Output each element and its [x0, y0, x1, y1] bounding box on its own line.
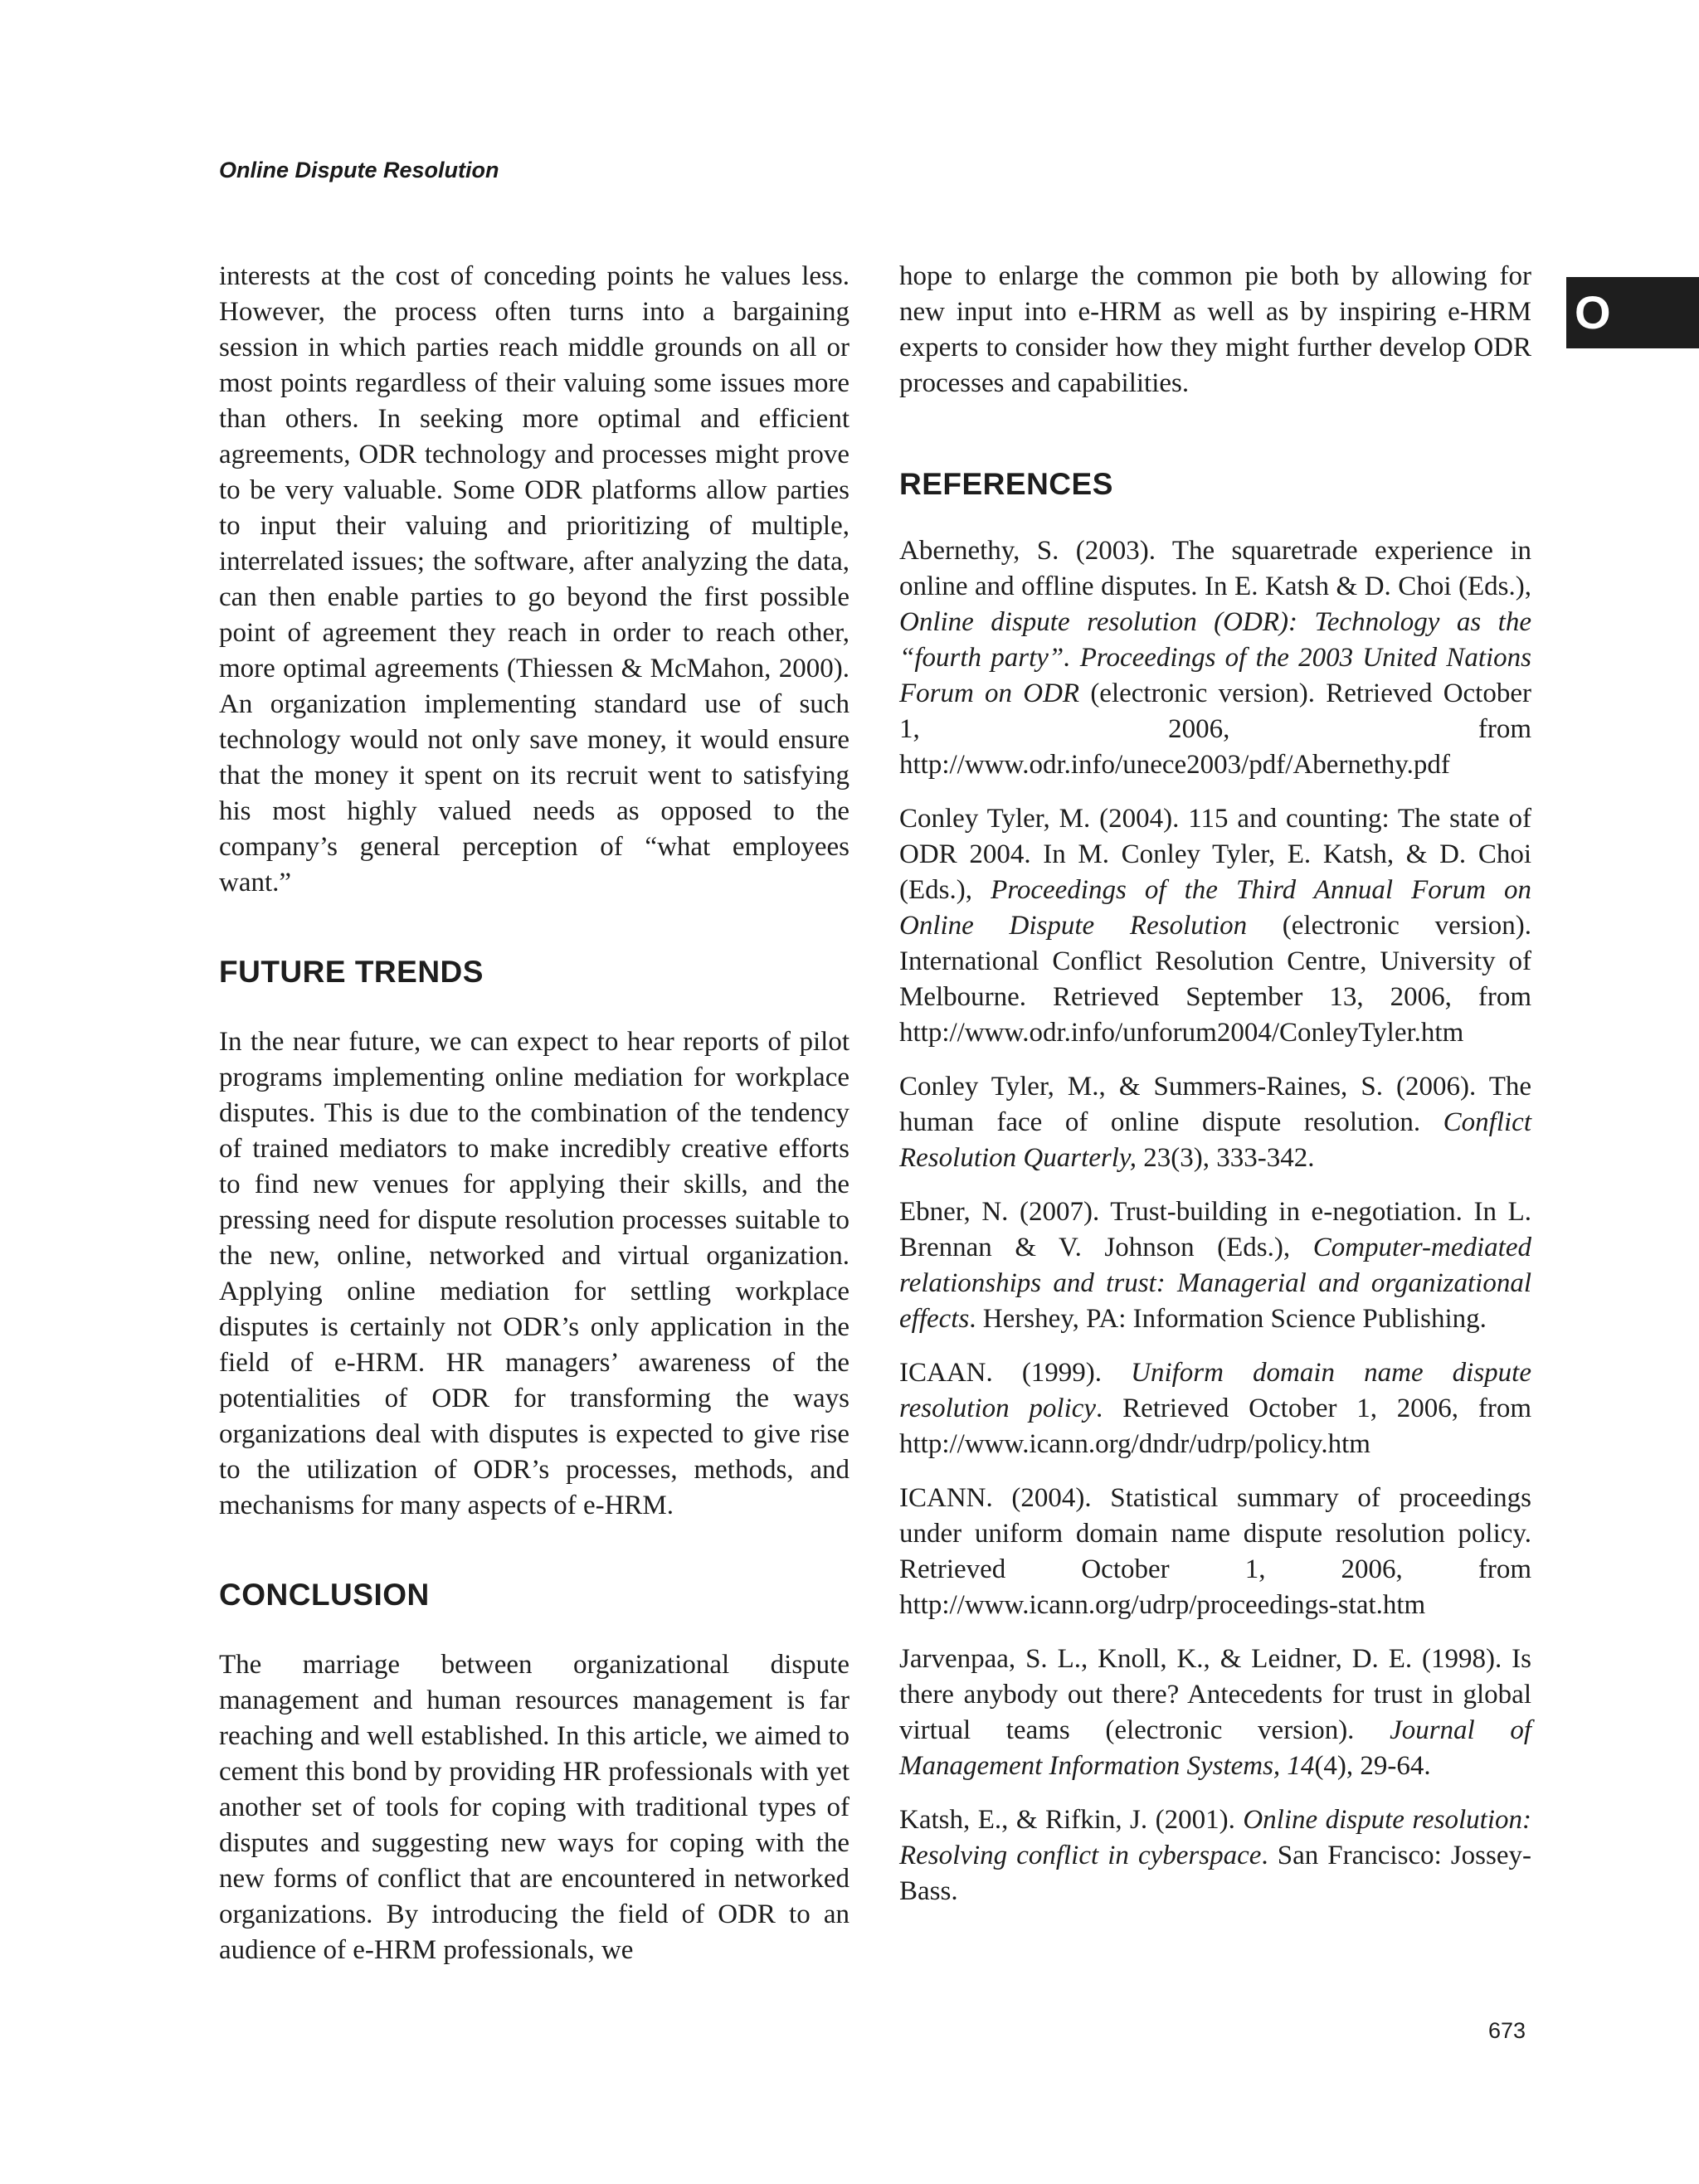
conclusion-heading: CONCLUSION — [219, 1578, 430, 1612]
reference-title: Computer-mediated relationships and trust: Managerial and organizational effects — [899, 1233, 1531, 1334]
reference-entry — [899, 801, 1531, 1051]
reference-text: Ebner, N. (2007). Trust-building in e-negotiation. In L. Brennan & V. Johnson (Eds.), — [899, 1197, 1531, 1262]
reference-entry — [899, 533, 1531, 783]
reference-text: Abernethy, S. (2003). The squaretrade experience in online and offline disputes. In E. Katsh & D. Choi (Eds.), — [899, 536, 1531, 601]
references-heading: REFERENCES — [899, 467, 1113, 501]
reference-text: Jarvenpaa, S. L., Knoll, K., & Leidner, D. E. (1998). Is there anybody out there? Antecedents for trust in global virtual teams (electronic version). — [899, 1644, 1531, 1745]
reference-title: Online dispute resolution (ODR): Technology as the “fourth party”. Proceedings of the 2003 United Nations Forum on ODR — [899, 607, 1531, 708]
reference-entry — [899, 1802, 1531, 1909]
intro-paragraph: interests at the cost of conceding points he values less. However, the process often turns into a bargaining session in which parties reach middle grounds on all or most points regardless of their valuing some issues more than others. In seeking more optimal and efficient agreements, ODR technology and processes might prove to be very valuable. Some ODR platforms allow parties to input their valuing and prioritizing of multiple, interrelated issues; the software, after analyzing the data, can then enable parties to go beyond the first possible point of agreement they reach in order to reach other, more optimal agreements (Thiessen & McMahon, 2000). An organization implementing standard use of such technology would not only save money, it would ensure that the money it spent on its recruit went to satisfying his most highly valued needs as opposed to the company’s general perception of “what employees want.” — [219, 261, 850, 897]
reference-text: . Retrieved October 1, 2006, from http://www.icann.org/dndr/udrp/policy.htm — [899, 1394, 1531, 1459]
reference-text: (4), 29-64. — [1314, 1751, 1431, 1781]
reference-text: ICANN. (2004). Statistical summary of proceedings under uniform domain name dispute resolution policy. Retrieved October 1, 2006, from http://www.icann.org/udrp/proceedings-stat.htm — [899, 1483, 1531, 1620]
reference-text: ICAAN. (1999). — [899, 1358, 1132, 1388]
reference-text: Katsh, E., & Rifkin, J. (2001). — [899, 1805, 1244, 1835]
running-head-title: Online Dispute Resolution — [219, 158, 499, 182]
reference-text: 23(3), 333-342. — [1136, 1143, 1315, 1173]
conclusion-continuation-paragraph: hope to enlarge the common pie both by allowing for new input into e-HRM as well as by inspiring e-HRM experts to consider how they might further develop ODR processes and capabilities. — [899, 261, 1531, 398]
reference-text: . San Francisco: Jossey-Bass. — [899, 1841, 1531, 1906]
conclusion-paragraph: The marriage between organizational dispute management and human resources management is far reaching and well established. In this article, we aimed to cement this bond by providing HR professionals with yet another set of tools for coping with traditional types of disputes and suggesting new ways for coping with the new forms of conflict that are encountered in networked organizations. By introducing the field of ODR to an audience of e-HRM professionals, we — [219, 1650, 850, 1965]
reference-text: (electronic version). Retrieved October 1, 2006, from http://www.odr.info/unece2003/pdf/Abernethy.pdf — [899, 679, 1531, 780]
reference-text: Conley Tyler, M., & Summers-Raines, S. (2006). The human face of online dispute resolution. — [899, 1072, 1531, 1137]
section-letter-tab: O — [1566, 277, 1699, 348]
reference-entry — [899, 1069, 1531, 1176]
reference-list — [899, 533, 1531, 1909]
reference-title: Proceedings of the Third Annual Forum on Online Dispute Resolution — [899, 875, 1531, 941]
future-trends-paragraph: In the near future, we can expect to hear reports of pilot programs implementing online mediation for workplace disputes. This is due to the combination of the tendency of trained mediators to make incredibly creative efforts to find new venues for applying their skills, and the pressing need for dispute resolution processes suitable to the new, online, networked and virtual organization. Applying online mediation for settling workplace disputes is certainly not ODR’s only application in the field of e-HRM. HR managers’ awareness of the potentialities of ODR for transforming the ways organizations deal with disputes is expected to give rise to the utilization of ODR’s processes, methods, and mechanisms for many aspects of e-HRM. — [219, 1027, 850, 1520]
left-column — [219, 259, 850, 1968]
reference-text: (electronic version). International Conflict Resolution Centre, University of Melbourne. Retrieved September 13, 2006, from http://www.odr.info/unforum2004/ConleyTyler.htm — [899, 911, 1531, 1048]
reference-title: Uniform domain name dispute resolution policy — [899, 1358, 1531, 1423]
reference-title: Journal of Management Information Systems, 14 — [899, 1715, 1532, 1781]
reference-entry — [899, 1355, 1531, 1462]
reference-entry — [899, 1481, 1531, 1623]
reference-title: Online dispute resolution: Resolving conflict in cyberspace — [899, 1805, 1531, 1870]
page-number: 673 — [1488, 2018, 1526, 2043]
right-column — [899, 259, 1531, 1928]
reference-entry — [899, 1194, 1531, 1337]
future-trends-heading: FUTURE TRENDS — [219, 955, 484, 989]
reference-entry — [899, 1642, 1531, 1784]
reference-text: . Hershey, PA: Information Science Publishing. — [969, 1304, 1487, 1334]
reference-text: Conley Tyler, M. (2004). 115 and counting: The state of ODR 2004. In M. Conley Tyler, E. Katsh, & D. Choi (Eds.), — [899, 804, 1531, 905]
reference-title: Conflict Resolution Quarterly, — [899, 1107, 1531, 1173]
